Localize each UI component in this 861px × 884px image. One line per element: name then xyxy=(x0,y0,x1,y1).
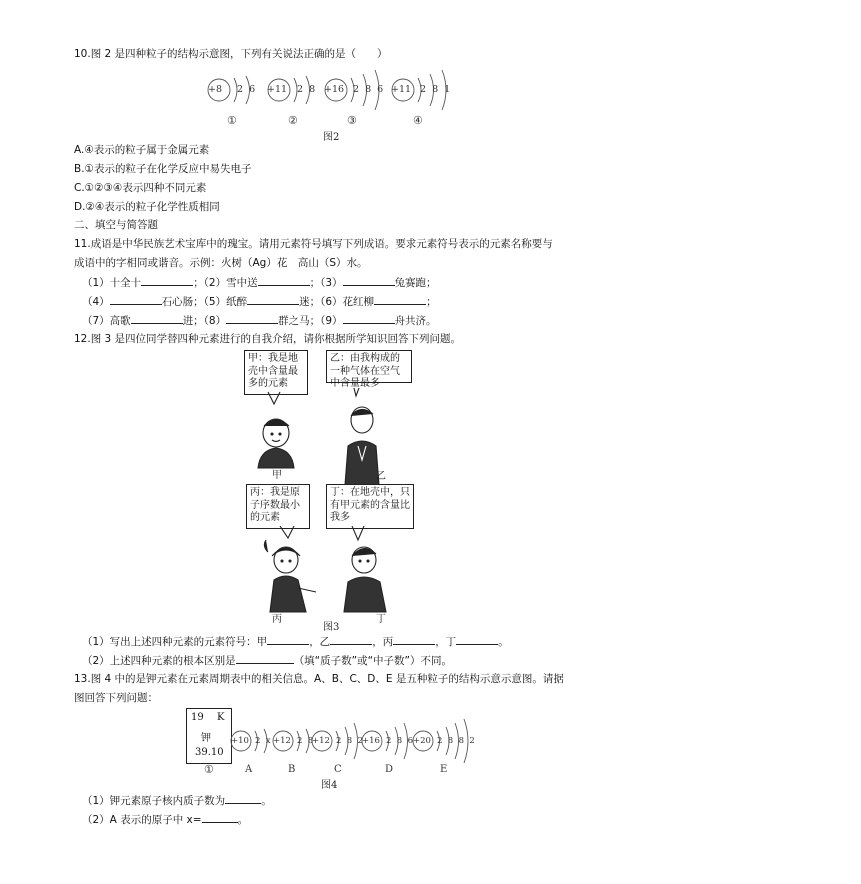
q11-item-8: 进；（8） xyxy=(182,315,227,327)
atom-3-nucleus: +16 xyxy=(324,84,345,95)
q12-sub1-text: （1）写出上述四种元素的元素符号：甲 xyxy=(82,636,268,648)
atom-4-label: ④ xyxy=(413,114,423,127)
atom-2-label: ② xyxy=(288,114,298,127)
q10-option-d: D.②④表示的粒子化学性质相同 xyxy=(74,201,220,213)
students-bottom-illustration xyxy=(240,526,420,616)
atom-2-shells: 2 8 xyxy=(297,84,316,95)
q11-item-3: ；（3） xyxy=(309,277,343,289)
q13-sub1-text: （1）钾元素原子核内质子数为 xyxy=(82,795,226,807)
q12-sub2-text: （填“质子数”或“中子数”）不同。 xyxy=(293,655,452,667)
q13-sub1-text: 。 xyxy=(261,795,272,807)
q10-option-c: C.①②③④表示四种不同元素 xyxy=(74,182,207,194)
atom-4-shells: 2 8 1 xyxy=(420,84,451,95)
atom-d-label: D xyxy=(385,764,394,775)
atom-3-shells: 2 8 6 xyxy=(353,84,384,95)
q11-item-4: （4） xyxy=(82,296,110,308)
answer-blank[interactable] xyxy=(202,812,238,823)
atom-e-nucleus: +20 xyxy=(413,736,431,746)
bing-speech-bubble: 丙：我是原子序数最小的元素 xyxy=(246,484,310,529)
answer-blank[interactable] xyxy=(343,313,395,324)
atom-2-nucleus: +11 xyxy=(267,84,288,95)
atom-c-label: C xyxy=(334,764,342,775)
student-bing-label: 丙 xyxy=(272,614,282,625)
q11-row-1 xyxy=(82,275,437,290)
figure-4-caption: 图4 xyxy=(321,780,338,791)
answer-blank[interactable] xyxy=(393,634,435,645)
atom-3-label: ③ xyxy=(347,114,357,127)
q11-stem-line1: 11.成语是中华民族艺术宝库中的瑰宝。请用元素符号填写下列成语。要求元素符号表示的元素名称要与 xyxy=(74,238,553,250)
q11-item-5: 石心肠；（5）纸醉 xyxy=(161,296,248,308)
answer-blank[interactable] xyxy=(374,294,426,305)
answer-blank[interactable] xyxy=(258,275,310,286)
atom-1-label: ① xyxy=(227,114,237,127)
q12-sub1-text: 。 xyxy=(498,636,509,648)
atom-b-nucleus: +12 xyxy=(273,736,291,746)
q11-item-2: ；（2）雪中送 xyxy=(193,277,258,289)
element-symbol: K xyxy=(217,712,225,723)
q11-item-6: 迷；（6）花红柳 xyxy=(299,296,375,308)
q13-sub2-text: 。 xyxy=(237,814,249,826)
answer-blank[interactable] xyxy=(330,634,372,645)
atom-e-shells: 2 8 8 2 xyxy=(437,736,475,746)
q10-option-a: A.④表示的粒子属于金属元素 xyxy=(74,144,210,156)
q11-item-9: 群之马；（9） xyxy=(278,315,343,327)
q10-option-b: B.①表示的粒子在化学反应中易失电子 xyxy=(74,163,252,175)
student-ding-label: 丁 xyxy=(376,614,386,625)
q11-item-1: （1）十全十 xyxy=(82,277,142,289)
atom-b-label: B xyxy=(288,764,296,775)
q12-sub-1 xyxy=(82,634,509,649)
figure-4 xyxy=(184,706,484,778)
atom-1-nucleus: +8 xyxy=(208,84,223,95)
q12-sub1-text: ，丙 xyxy=(372,636,394,648)
atom-c-nucleus: +12 xyxy=(312,736,330,746)
answer-blank[interactable] xyxy=(225,793,261,804)
q11-item-6-tail: ； xyxy=(426,296,437,308)
answer-blank[interactable] xyxy=(343,275,395,286)
q13-sub-2 xyxy=(82,812,248,827)
answer-blank[interactable] xyxy=(131,313,183,324)
q13-stem-line1: 13.图 4 中的是钾元素在元素周期表中的相关信息。A、B、C、D、E 是五种粒子的结构示意示意图。请据 xyxy=(74,673,564,685)
atom-1-shells: 2 6 xyxy=(237,84,256,95)
atom-a-shells: 2 x xyxy=(255,736,271,746)
q11-item-3-tail: 兔赛跑； xyxy=(394,277,437,289)
figure-3 xyxy=(240,348,420,628)
atomic-number: 19 xyxy=(191,712,204,723)
answer-blank[interactable] xyxy=(456,634,498,645)
q13-sub2-text: （2）A 表示的原子中 x= xyxy=(82,814,202,826)
section-heading: 二、填空与简答题 xyxy=(74,219,158,231)
ding-speech-bubble: 丁：在地壳中，只有甲元素的含量比我多 xyxy=(326,484,414,529)
q11-row-3 xyxy=(82,313,437,328)
atom-c-shells: 2 8 2 xyxy=(336,736,364,746)
element-name: 钾 xyxy=(201,733,211,744)
q12-sub2-text: （2）上述四种元素的根本区别是 xyxy=(82,655,236,667)
jia-speech-bubble: 甲：我是地壳中含量最多的元素 xyxy=(244,350,308,395)
answer-blank[interactable] xyxy=(141,275,193,286)
q11-item-7: （7）高歌 xyxy=(82,315,131,327)
atom-a-nucleus: +10 xyxy=(231,736,249,746)
atom-4-nucleus: +11 xyxy=(391,84,412,95)
q13-stem-line2: 图回答下列问题： xyxy=(74,692,158,704)
atom-a-label: A xyxy=(245,764,253,775)
q13-sub-1 xyxy=(82,793,272,808)
answer-blank[interactable] xyxy=(247,294,299,305)
q11-stem-line2: 成语中的字相同或谐音。示例：火树（Ag）花 高山（S）水。 xyxy=(74,257,368,269)
answer-blank[interactable] xyxy=(110,294,162,305)
yi-speech-bubble: 乙：由我构成的一种气体在空气中含量最多 xyxy=(326,350,412,383)
student-yi-label: 乙 xyxy=(376,471,386,482)
q12-stem: 12.图 3 是四位同学替四种元素进行的自我介绍，请你根据所学知识回答下列问题。 xyxy=(74,333,462,345)
atom-e-label: E xyxy=(440,764,448,775)
student-jia-label: 甲 xyxy=(272,470,282,481)
q12-sub1-text: ，乙 xyxy=(309,636,331,648)
figure-3-caption: 图3 xyxy=(323,622,340,633)
atom-d-nucleus: +16 xyxy=(362,736,380,746)
answer-blank[interactable] xyxy=(236,653,294,664)
q11-item-9-tail: 舟共济。 xyxy=(394,315,437,327)
q11-row-2 xyxy=(82,294,437,309)
figure-2-caption: 图2 xyxy=(323,132,340,143)
atom-d-shells: 2 8 6 xyxy=(386,736,414,746)
q10-stem: 10.图 2 是四种粒子的结构示意图，下列有关说法正确的是（ ） xyxy=(74,48,388,60)
q12-sub-2 xyxy=(82,653,452,668)
atom-b-shells: 2 8 xyxy=(297,736,314,746)
element-card-label: ① xyxy=(204,763,214,776)
atomic-mass: 39.10 xyxy=(195,747,224,758)
answer-blank[interactable] xyxy=(267,634,309,645)
q12-sub1-text: ，丁 xyxy=(435,636,457,648)
answer-blank[interactable] xyxy=(226,313,278,324)
